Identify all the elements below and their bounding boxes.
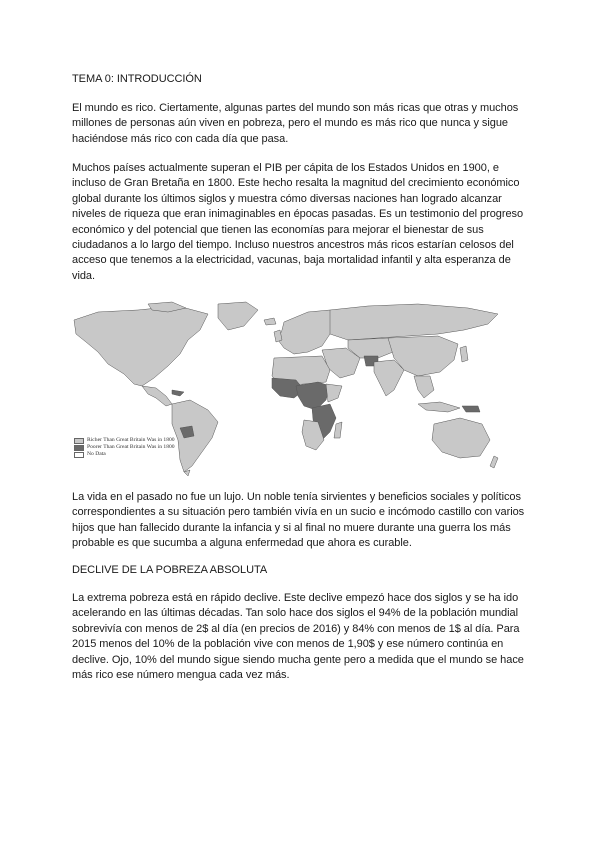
map-russia — [330, 304, 498, 340]
map-central-america — [142, 386, 172, 406]
map-caribbean — [172, 390, 184, 396]
legend-label: Richer Than Great Britain Was in 1800 — [87, 437, 175, 443]
map-australia — [432, 418, 490, 458]
map-south-america — [172, 400, 218, 472]
section-heading-poverty: DECLIVE DE LA POBREZA ABSOLUTA — [72, 564, 268, 576]
intro-paragraph-1: El mundo es rico. Ciertamente, algunas partes del mundo son más ricas que otras y muchos millones de personas aún viven en pobreza, pero el mundo es más rico que nunca y sigue haciéndose más rico con cada día que pasa. — [72, 102, 519, 145]
map-southeast-asia — [414, 376, 434, 398]
poverty-paragraph: La extrema pobreza está en rápido declive. Este declive empezó hace dos siglos y se ha ido acelerando en las últimas décadas. Tan solo hace dos siglos el 94% de la población mundial sobrevivía con menos de 2$ al día (en precios de 2016) y 84% con menos de 1$ al día. Para 2015 menos del 10% de la población vive con menos de 1,90$ y ese número continúa en declive. Ojo, 10% del mundo sigue siendo mucha gente pero a medida que el mundo se hace más rico ese número mengua cada vez más. — [72, 592, 524, 682]
past-paragraph: La vida en el pasado no fue un lujo. Un noble tenía sirvientes y beneficios sociales y políticos correspondientes a su situación pero también vivía en un sucio e incómodo castillo con varios hijos que han fallecido durante la infancia y si al final no muere durante una guerra los más probable es que sucumba a alguna enfermedad que ahora es curable. — [72, 491, 525, 550]
map-india — [374, 360, 404, 396]
intro-paragraph-2: Muchos países actualmente superan el PIB per cápita de los Estados Unidos en 1900, e incluso de Gran Bretaña en 1800. Este hecho resalta la magnitud del crecimiento económico global durante los últimos siglos y muestra cómo diversas naciones han logrado alcanzar niveles de riqueza que eran inimaginables en épocas pasadas. Es un testimonio del progreso económico y del potencial que tienen las economías para mejorar el bienestar de sus ciudadanos a lo largo del tiempo. Incluso nuestros ancestros más ricos estarían celosos del acceso que tenemos a la electricidad, vacunas, baja mortalidad infantil y alta esperanza de vida. — [72, 162, 524, 282]
legend-swatch — [74, 445, 84, 451]
legend-swatch — [74, 438, 84, 444]
map-japan — [460, 346, 468, 362]
map-new-zealand — [490, 456, 498, 468]
map-horn-africa — [326, 384, 342, 402]
map-europe — [278, 310, 338, 354]
legend-item-richer — [74, 437, 175, 444]
legend-item-nodata — [74, 451, 175, 458]
map-uk — [274, 330, 282, 342]
map-legend — [74, 437, 175, 459]
legend-swatch — [74, 452, 84, 458]
map-indonesia — [418, 402, 460, 412]
map-iceland — [264, 318, 276, 325]
section-title: TEMA 0: INTRODUCCIÓN — [72, 73, 202, 85]
map-greenland — [218, 302, 258, 330]
legend-label: No Data — [87, 451, 106, 458]
map-north-america — [74, 306, 208, 386]
map-papua — [462, 406, 480, 412]
legend-label: Poorer Than Great Britain Was in 1800 — [87, 444, 175, 451]
legend-item-poorer — [74, 444, 175, 451]
map-madagascar — [334, 422, 342, 438]
